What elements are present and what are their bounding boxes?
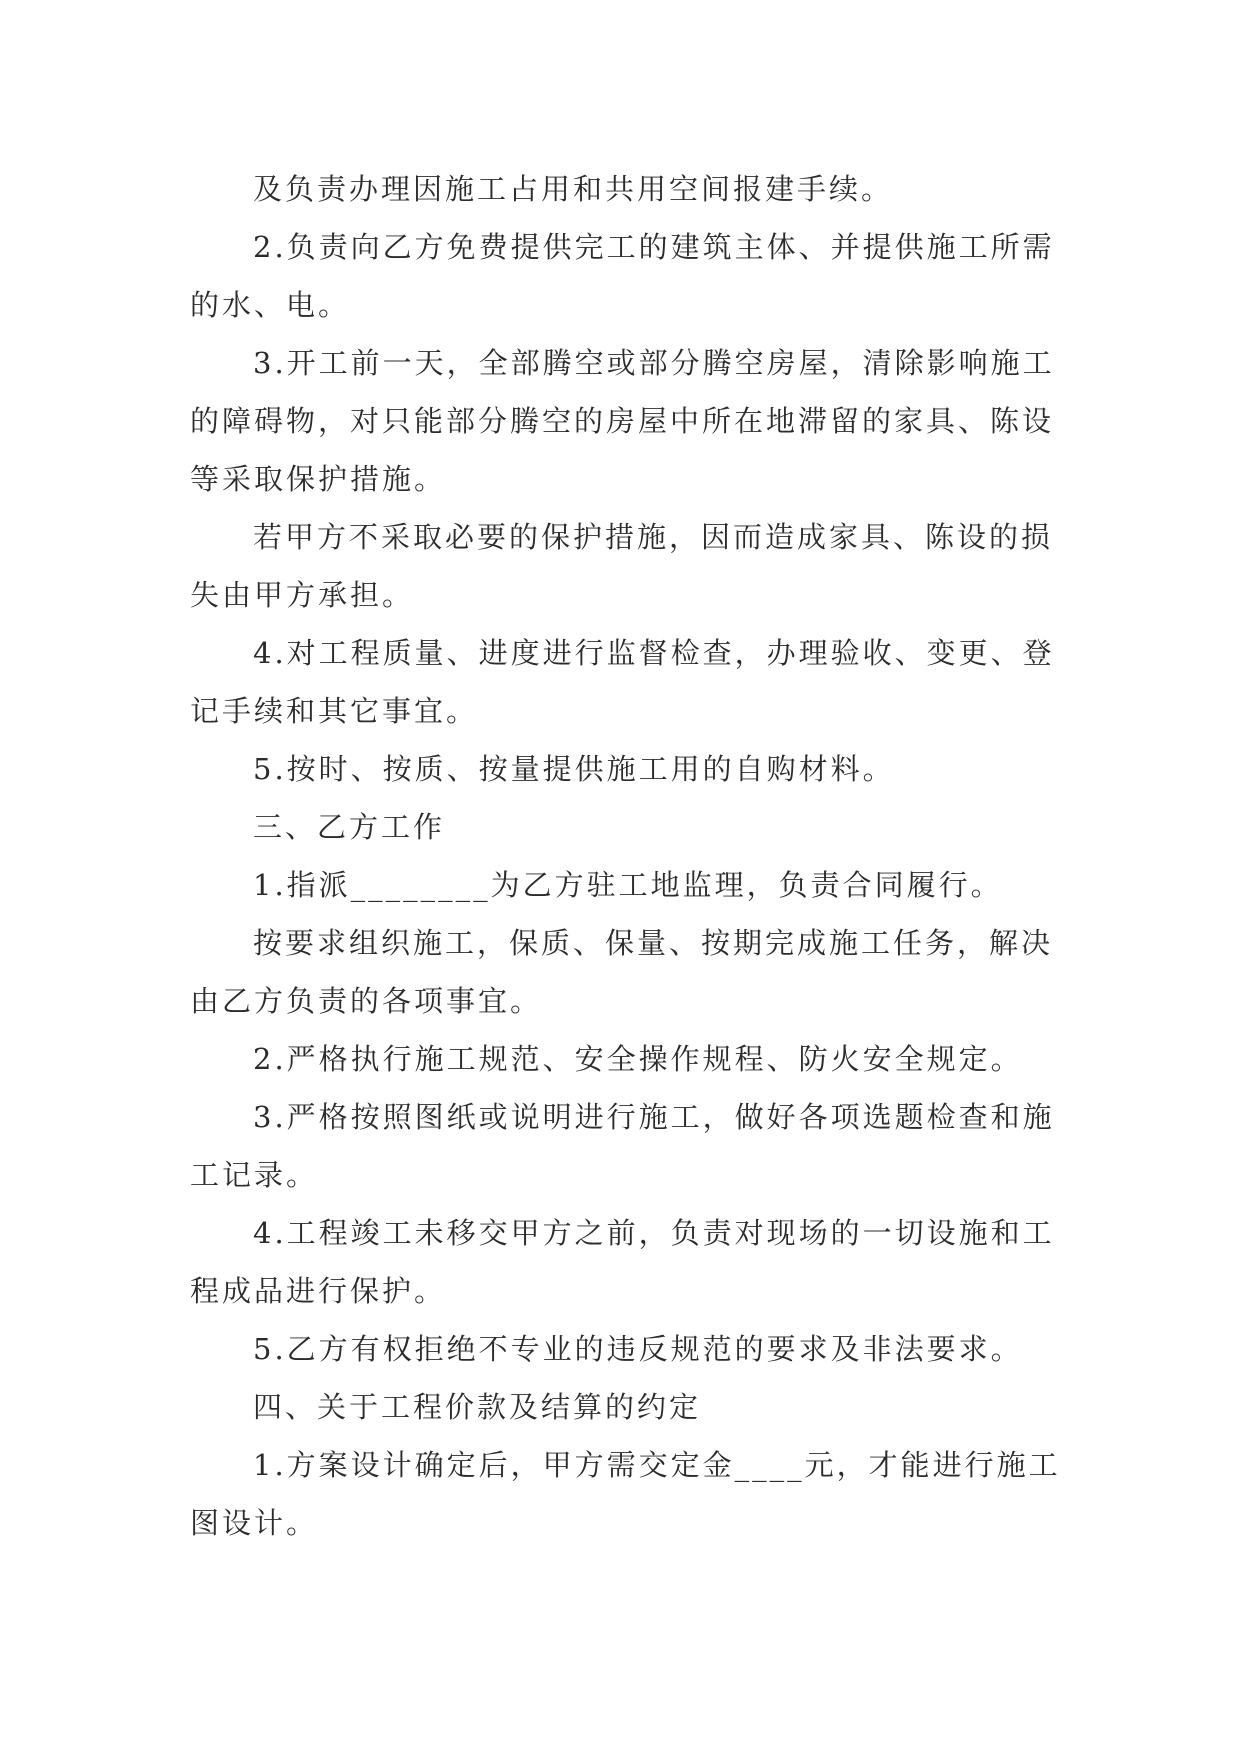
- paragraph: 2.负责向乙方免费提供完工的建筑主体、并提供施工所需的水、电。: [190, 230, 1055, 322]
- paragraph: 及负责办理因施工占用和共用空间报建手续。: [253, 172, 894, 206]
- paragraph: 若甲方不采取必要的保护措施，因而造成家具、陈设的损失由甲方承担。: [190, 520, 1054, 612]
- paragraph: 按要求组织施工，保质、保量、按期完成施工任务，解决由乙方负责的各项事宜。: [190, 926, 1054, 1018]
- paragraph: 1.方案设计确定后，甲方需交定金____元，才能进行施工图设计。: [190, 1448, 1061, 1540]
- document-body: [190, 160, 1070, 1552]
- section-heading: 三、乙方工作: [253, 810, 446, 844]
- paragraph: 2.严格执行施工规范、安全操作规程、防火安全规定。: [253, 1042, 1023, 1076]
- paragraph: 4.对工程质量、进度进行监督检查，办理验收、变更、登记手续和其它事宜。: [190, 636, 1055, 728]
- paragraph: 5.乙方有权拒绝不专业的违反规范的要求及非法要求。: [253, 1332, 1023, 1366]
- section-heading: 四、关于工程价款及结算的约定: [253, 1390, 702, 1424]
- paragraph: 4.工程竣工未移交甲方之前，负责对现场的一切设施和工程成品进行保护。: [190, 1216, 1055, 1308]
- paragraph: 3.开工前一天，全部腾空或部分腾空房屋，清除影响施工的障碍物，对只能部分腾空的房屋中所在地滞留的家具、陈设等采取保护措施。: [190, 346, 1055, 496]
- paragraph: 5.按时、按质、按量提供施工用的自购材料。: [253, 752, 895, 786]
- paragraph: 1.指派________为乙方驻工地监理，负责合同履行。: [253, 868, 1003, 902]
- paragraph: 3.严格按照图纸或说明进行施工，做好各项选题检查和施工记录。: [190, 1100, 1055, 1192]
